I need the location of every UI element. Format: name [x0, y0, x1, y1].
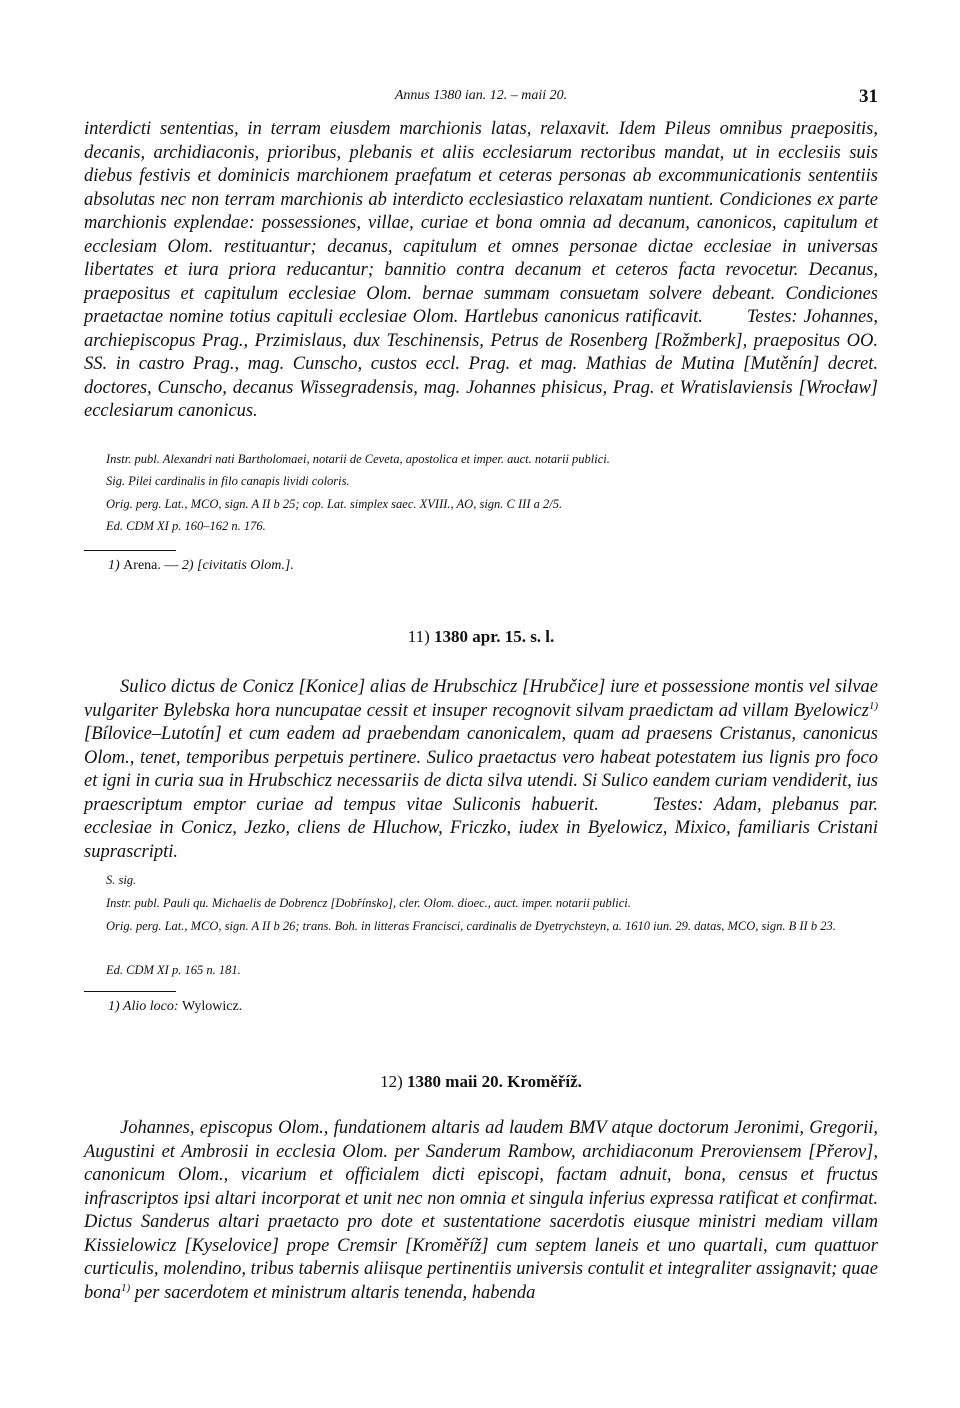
- doc12-text-b: per sacerdotem et ministrum altaris tenenda, habenda: [130, 1282, 536, 1303]
- footnote-rule: [84, 550, 176, 551]
- doc12-date: 1380 maii 20. Kroměříž.: [407, 1072, 582, 1091]
- doc10-footnotes: 1) Arena. — 2) [civitatis Olom.].: [108, 558, 294, 573]
- doc10-text-a: interdicti sententias, in terram eiusdem marchionis latas, relaxavit. Idem Pileus omnibus praepositis, decanis, archidiaconis, prioribus, plebanis et aliis ecclesiarum rectoribus mandat, ut in ecclesiis suis diebus festivis et dominicis marchionem praefatum et ceteras personas ab excommunicationis sententiis absolutas nec non terram marchionis ab interdicto ecclesiastico relaxatam nuntient. Condiciones ex parte marchionis explendae: possessiones, villae, curiae et bona omnia ad decanum, canonicos, capitulum et ecclesiam Olom. restituantur; decanus, capitulum et omnes personae dictae ecclesiae in universas libertates et iura priora reducantur; bannitio contra decanum et ceteros facta revocetur. Decanus, praepositus et capitulum ecclesiae Olom. bernae summam consuetam solvere debeant. Condiciones praetactae nomine totius capituli ecclesiae Olom. Hartlebus canonicus ratificavit.: [84, 119, 878, 327]
- doc11-number: 11): [407, 627, 434, 646]
- doc11-regest: [84, 676, 878, 864]
- running-head: Annus 1380 ian. 12. – maii 20.: [394, 88, 568, 103]
- doc10-note-ed: Ed. CDM XI p. 160–162 n. 176.: [106, 519, 266, 533]
- doc10-regest: [84, 118, 878, 424]
- doc11-footnotes: 1) Alio loco: Wylowicz.: [108, 999, 243, 1014]
- doc12-regest: [84, 1117, 878, 1305]
- doc11-note-ed: Ed. CDM XI p. 165 n. 181.: [106, 963, 241, 977]
- doc10-note-sig: Sig. Pilei cardinalis in filo canapis lividi coloris.: [106, 474, 350, 488]
- doc11-date: 1380 apr. 15. s. l.: [434, 627, 555, 646]
- doc10-note-instr: Instr. publ. Alexandri nati Bartholomaei, notarii de Ceveta, apostolica et imper. auct. notarii publici.: [106, 452, 610, 466]
- page-header: [84, 86, 878, 108]
- doc11-text-b: [Bílovice–Lutotín] et cum eadem ad praebendam canonicalem, quam ad praesens Cristanus, canonicus Olom., tenet, temporibus perpetuis pertinere. Sulico praetactus vero habeat potestatem ius lignis pro foco et igni in curia sua in Hrubschicz necessariis de dicta silva utendi. Si Sulico eandem curiam vendiderit, ius praescriptum emptor curiae ad tempus vitae Suliconis habuerit.: [84, 724, 878, 815]
- doc11-text-c: Testes: Adam, plebanus par. ecclesiae in Conicz, Jezko, cliens de Hluchow, Friczko, iudex in Byelowicz, Mixico, familiaris Cristani suprascripti.: [84, 794, 878, 862]
- page-number: 31: [859, 86, 878, 107]
- doc12-heading: [84, 1072, 878, 1092]
- doc11-note-instr: Instr. publ. Pauli qu. Michaelis de Dobrencz [Dobřínsko], cler. Olom. dioec., auct. imper. notarii publici.: [106, 896, 631, 910]
- doc10-note-orig: Orig. perg. Lat., MCO, sign. A II b 25; cop. Lat. simplex saec. XVIII., AO, sign. C III a 2/5.: [106, 497, 563, 511]
- footnote-ref: 1): [121, 1281, 131, 1294]
- doc11-note-orig: Orig. perg. Lat., MCO, sign. A II b 26; trans. Boh. in litteras Francisci, cardinalis de Dyetrychsteyn, a. 1610 iun. 29. datas, MCO, sign. B II b 23.: [106, 919, 836, 933]
- doc12-number: 12): [380, 1072, 408, 1091]
- doc12-text-a: Johannes, episcopus Olom., fundationem altaris ad laudem BMV atque doctorum Jeronimi, Gregorii, Augustini et Ambrosii in ecclesia Olom. per Sanderum Rambow, archidiaconum Preroviensem [Přerov], canonicum Olom., vicarium et officialem dicti episcopi, factam adnuit, bona, census et fructus infrascriptos ipsi altari incorporat et unit nec non omnia et singula inferius expressa ratificat et confirmat. Dictus Sanderus altari praetacto pro dote et sustentatione sacerdotis eiusque ministri mediam villam Kissielowicz [Kyselovice] prope Cremsir [Kroměříž] cum septem laneis et uno quartali, cum quattuor curticulis, molendino, tribus tabernis aliisque pertinentiis universis contulit et integraliter assignavit; quae bona: [84, 1118, 878, 1303]
- footnote-ref: 1): [868, 699, 878, 712]
- doc11-heading: [84, 627, 878, 647]
- doc11-note-seal: S. sig.: [106, 873, 137, 887]
- footnote-rule: [84, 991, 176, 992]
- doc10-text-b: Testes: Johannes, archiepiscopus Prag., Przimislaus, dux Teschinensis, Petrus de Rosenberg [Rožmberk], praepositus OO. SS. in castro Prag., mag. Cunscho, custos eccl. Prag. et mag. Mathias de Mutina [Mutěnín] decret. doctores, Cunscho, decanus Wissegradensis, mag. Johannes phisicus, Prag. et Wratislaviensis [Wrocław] ecclesiarum canonicus.: [84, 307, 878, 421]
- doc11-text-a: Sulico dictus de Conicz [Konice] alias de Hrubschicz [Hrubčice] iure et possessione montis vel silvae vulgariter Bylebska hora nuncupatae cessit et insuper recognovit silvam praedictam ad villam Byelowicz: [84, 677, 878, 721]
